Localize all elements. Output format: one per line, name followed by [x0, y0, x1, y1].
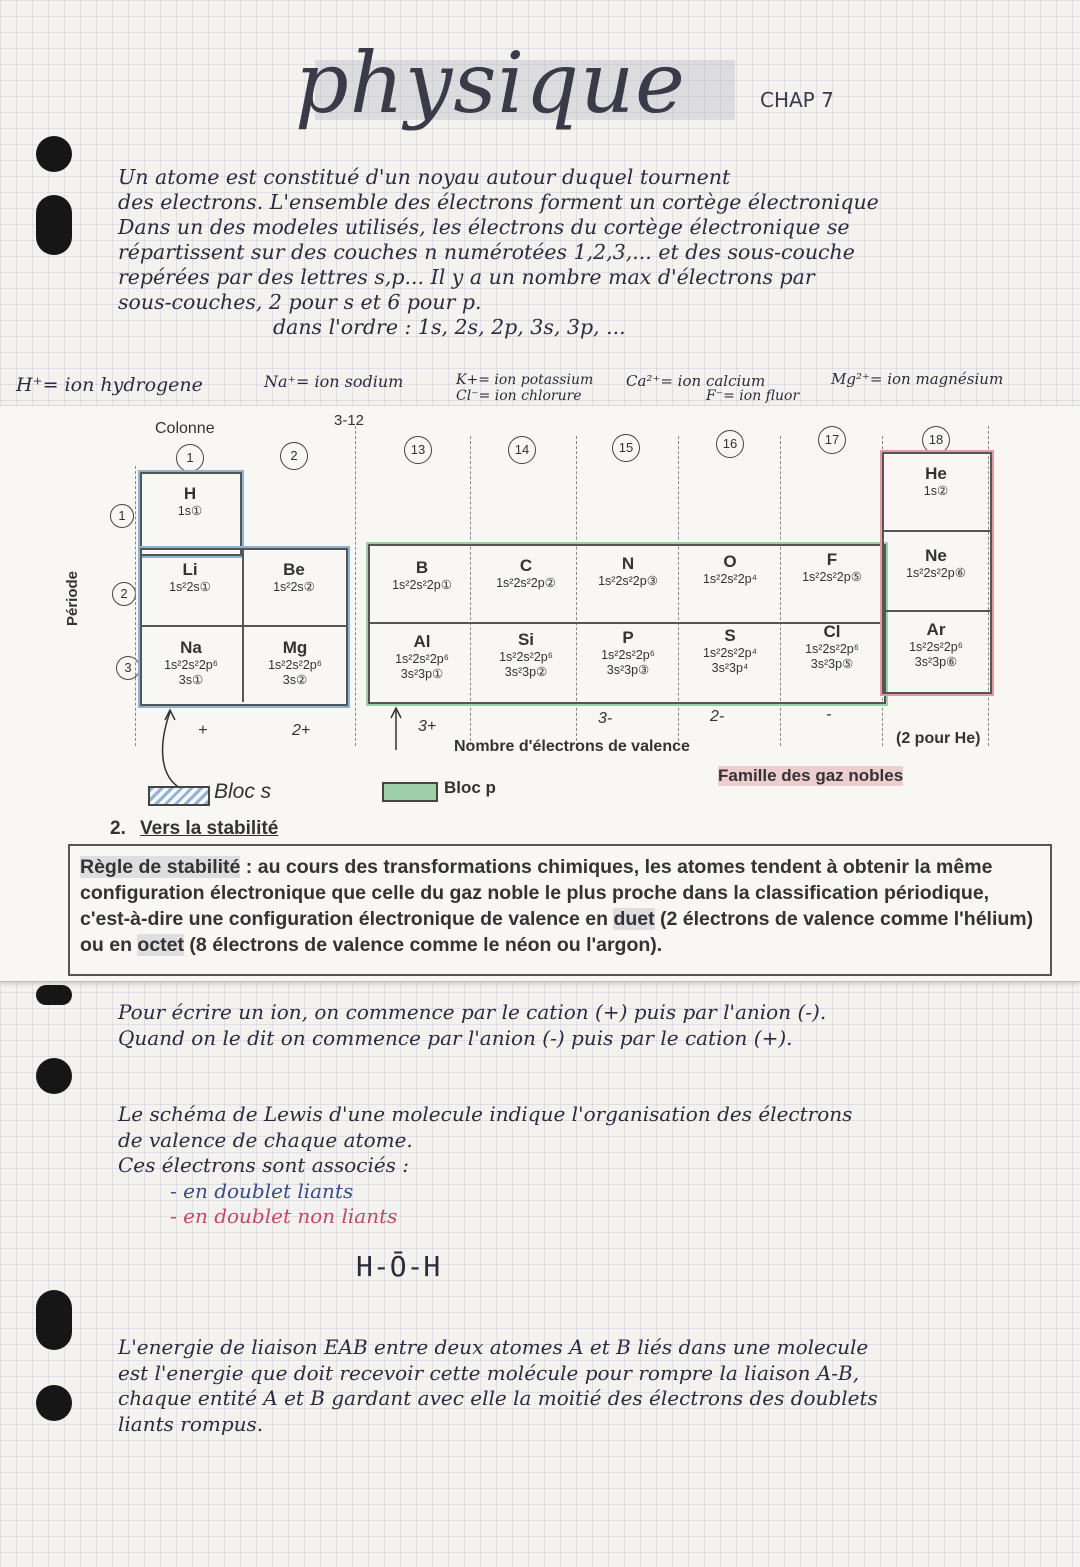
- ion-chlorure: Cl⁻= ion chlorure: [456, 388, 582, 404]
- element-config: 1s²2s①: [169, 580, 211, 594]
- element-config: 3s²3p②: [504, 665, 548, 679]
- note-line: Le schéma de Lewis d'une molecule indique l'organisation des électrons: [118, 1102, 853, 1126]
- note-line: est l'energie que doit recevoir cette molécule pour rompre la liaison A-B,: [118, 1360, 860, 1385]
- note-line: liants rompus.: [118, 1411, 264, 1436]
- charge-col1: +: [198, 722, 208, 739]
- column-1-marker: 1: [176, 444, 204, 472]
- he-note: (2 pour He): [896, 730, 981, 747]
- element-config: 1s²2s²2p⁶: [164, 658, 218, 672]
- element-config: 1s²2s²2p⁶: [909, 640, 963, 654]
- rule-text: (2 électrons de valence comme l'hélium) ou en: [80, 908, 1034, 956]
- element-symbol: Cl: [823, 622, 841, 641]
- bloc-p-legend: Bloc p: [444, 778, 496, 797]
- element-be: [244, 560, 344, 595]
- column-18-marker: 18: [922, 426, 950, 454]
- element-symbol: C: [519, 556, 533, 575]
- ion-sodium: Na⁺= ion sodium: [264, 372, 404, 391]
- intro-line: Un atome est constitué d'un noyau autour duquel tournent: [118, 165, 731, 189]
- charge-col13: 3+: [418, 718, 437, 735]
- charge-col17: -: [826, 706, 832, 723]
- ion-potassium: K+= ion potassium: [456, 372, 594, 388]
- charge-col2: 2+: [292, 722, 311, 739]
- element-config: 1s²2s²2p⁶: [805, 642, 859, 656]
- intro-line: dans l'ordre : 1s, 2s, 2p, 3s, 3p, ...: [273, 315, 626, 339]
- binder-hole-1: [36, 136, 72, 172]
- bloc-s-legend-swatch: [148, 786, 210, 806]
- ion-fluor: F⁻= ion fluor: [706, 388, 800, 404]
- rule-text: : au cours des transformations chimiques, les atomes tendent à obtenir la même configuration électronique que celle du gaz noble le plus proche dans la classification périodique, c'est-à-dire une configuration électronique de valence en: [80, 856, 993, 930]
- rule-octet: octet: [137, 934, 185, 956]
- period-1-marker: 1: [110, 504, 134, 528]
- element-si: [474, 630, 578, 680]
- element-cl: [780, 622, 884, 672]
- element-config: 1s²2s²2p⁴: [702, 572, 757, 586]
- bloc-s-row-divider: [140, 625, 346, 627]
- element-config: 3s①: [178, 673, 204, 687]
- binder-hole-4: [36, 1058, 72, 1094]
- column-divider: [355, 426, 356, 746]
- element-config: 1s²2s²2p⁶: [499, 650, 553, 664]
- element-o: [678, 552, 782, 587]
- element-config: 1s①: [177, 504, 203, 518]
- intro-line: des electrons. L'ensemble des électrons forment un cortège électronique: [118, 190, 879, 214]
- period-2-marker: 2: [112, 582, 136, 606]
- noble-gas-legend: Famille des gaz nobles: [718, 766, 904, 785]
- period-3-marker: 3: [116, 656, 140, 680]
- bloc-p-legend-swatch: [382, 782, 438, 802]
- element-li: [140, 560, 240, 595]
- element-n: [576, 554, 680, 589]
- chapter-label: CHAP 7: [760, 88, 834, 112]
- note-item: - en doublet non liants: [170, 1204, 398, 1228]
- note-line: Pour écrire un ion, on commence par le cation (+) puis par l'anion (-).: [118, 1000, 827, 1024]
- note-item: - en doublet liants: [170, 1178, 354, 1203]
- element-s: [678, 626, 782, 676]
- intro-line: Dans un des modeles utilisés, les électrons du cortège électronique se: [118, 215, 850, 239]
- element-symbol: Ne: [925, 546, 947, 565]
- element-al: [370, 632, 474, 682]
- element-ar: [884, 620, 988, 670]
- element-symbol: N: [621, 554, 635, 573]
- binder-hole-3: [36, 985, 72, 1005]
- element-config: 1s②: [923, 484, 949, 498]
- bloc-p-arrow-icon: [386, 702, 426, 762]
- element-config: 3s²3p⑤: [810, 657, 854, 671]
- ion-magnesium: Mg²⁺= ion magnésium: [831, 370, 1004, 388]
- column-divider: [135, 466, 136, 746]
- valence-label: Nombre d'électrons de valence: [454, 738, 690, 755]
- rule-text: (8 électrons de valence comme le néon ou l'argon).: [184, 934, 663, 956]
- binder-hole-2: [36, 195, 72, 255]
- element-config: 1s²2s²2p⑥: [906, 566, 966, 580]
- element-config: 3s²3p⑥: [914, 655, 958, 669]
- charge-col15: 3-: [598, 710, 613, 727]
- note-line: Ces électrons sont associés :: [118, 1153, 410, 1177]
- bloc-s-arrow-icon: [140, 706, 220, 796]
- element-config: 1s²2s²2p①: [392, 578, 452, 592]
- printed-sheet: [0, 405, 1080, 982]
- bloc-s-legend: Bloc s: [214, 780, 272, 803]
- energy-note: [118, 1335, 878, 1437]
- element-c: [474, 556, 578, 591]
- element-symbol: S: [724, 626, 736, 645]
- element-p: [576, 628, 680, 678]
- element-symbol: Na: [180, 638, 202, 657]
- element-symbol: Be: [283, 560, 305, 579]
- binder-hole-5: [36, 1290, 72, 1350]
- element-symbol: Li: [182, 560, 198, 579]
- page-title: physique: [295, 34, 686, 132]
- element-config: 1s²2s²2p②: [496, 576, 556, 590]
- element-symbol: Ar: [926, 620, 946, 639]
- ion-hydrogene: H⁺= ion hydrogene: [16, 374, 203, 396]
- noble-row-divider: [882, 530, 990, 532]
- element-ne: [884, 546, 988, 581]
- column-15-marker: 15: [612, 434, 640, 462]
- ion-writing-note: [118, 1000, 826, 1051]
- element-na: [140, 638, 242, 688]
- element-config: 1s²2s²2p⁶: [268, 658, 322, 672]
- noble-row-divider: [882, 610, 990, 612]
- element-config: 1s²2s②: [273, 580, 315, 594]
- range-label: 3-12: [334, 412, 365, 429]
- element-config: 3s²3p①: [400, 667, 444, 681]
- intro-line: sous-couches, 2 pour s et 6 pour p.: [118, 290, 482, 314]
- ion-calcium: Ca²⁺= ion calcium: [626, 372, 766, 390]
- element-symbol: Al: [413, 632, 431, 651]
- element-config: 1s²2s²2p⁶: [601, 648, 655, 662]
- intro-paragraph: [118, 165, 1068, 340]
- element-h: [140, 484, 240, 519]
- note-line: L'energie de liaison EAB entre deux atomes A et B liés dans une molecule: [118, 1335, 869, 1359]
- section-number: 2.: [110, 818, 126, 839]
- element-config: 1s²2s²2p③: [598, 574, 658, 588]
- element-symbol: P: [622, 628, 634, 647]
- note-line: de valence de chaque atome.: [118, 1127, 413, 1152]
- column-14-marker: 14: [508, 436, 536, 464]
- element-he: [884, 464, 988, 499]
- intro-line: repérées par des lettres s,p... Il y a un nombre max d'électrons par: [118, 265, 815, 289]
- element-config: 3s²3p⁴: [711, 661, 749, 675]
- element-symbol: Mg: [282, 638, 308, 657]
- lewis-note: [118, 1102, 852, 1230]
- intro-line: répartissent sur des couches n numérotées 1,2,3,... et des sous-couche: [118, 240, 855, 264]
- binder-hole-6: [36, 1385, 72, 1421]
- charge-col16: 2-: [710, 708, 725, 725]
- element-symbol: B: [415, 558, 429, 577]
- element-config: 1s²2s²2p⑤: [802, 570, 862, 584]
- element-symbol: F: [826, 550, 838, 569]
- element-config: 3s²3p③: [606, 663, 650, 677]
- column-17-marker: 17: [818, 426, 846, 454]
- stability-rule-box: [68, 844, 1052, 976]
- element-config: 1s²2s²2p⁴: [702, 646, 757, 660]
- column-16-marker: 16: [716, 430, 744, 458]
- ion-list: [16, 370, 1080, 410]
- rule-label: Règle de stabilité: [80, 856, 241, 878]
- column-13-marker: 13: [404, 436, 432, 464]
- lewis-formula: H-Ō-H: [356, 1250, 441, 1283]
- element-b: [370, 558, 474, 593]
- element-symbol: Si: [517, 630, 535, 649]
- rule-duet: duet: [613, 908, 655, 930]
- element-config: 1s²2s²2p⁶: [395, 652, 449, 666]
- section-title: Vers la stabilité: [140, 818, 279, 839]
- column-2-marker: 2: [280, 442, 308, 470]
- element-config: 3s②: [282, 673, 308, 687]
- element-mg: [244, 638, 346, 688]
- note-line: chaque entité A et B gardant avec elle la moitié des électrons des doublets: [118, 1386, 878, 1410]
- element-f: [780, 550, 884, 585]
- colonne-label: Colonne: [155, 420, 215, 437]
- note-line: Quand on le dit on commence par l'anion (-) puis par le cation (+).: [118, 1025, 793, 1050]
- element-symbol: He: [925, 464, 947, 483]
- element-symbol: O: [723, 552, 737, 571]
- periode-label: Période: [64, 570, 81, 626]
- element-symbol: H: [183, 484, 197, 503]
